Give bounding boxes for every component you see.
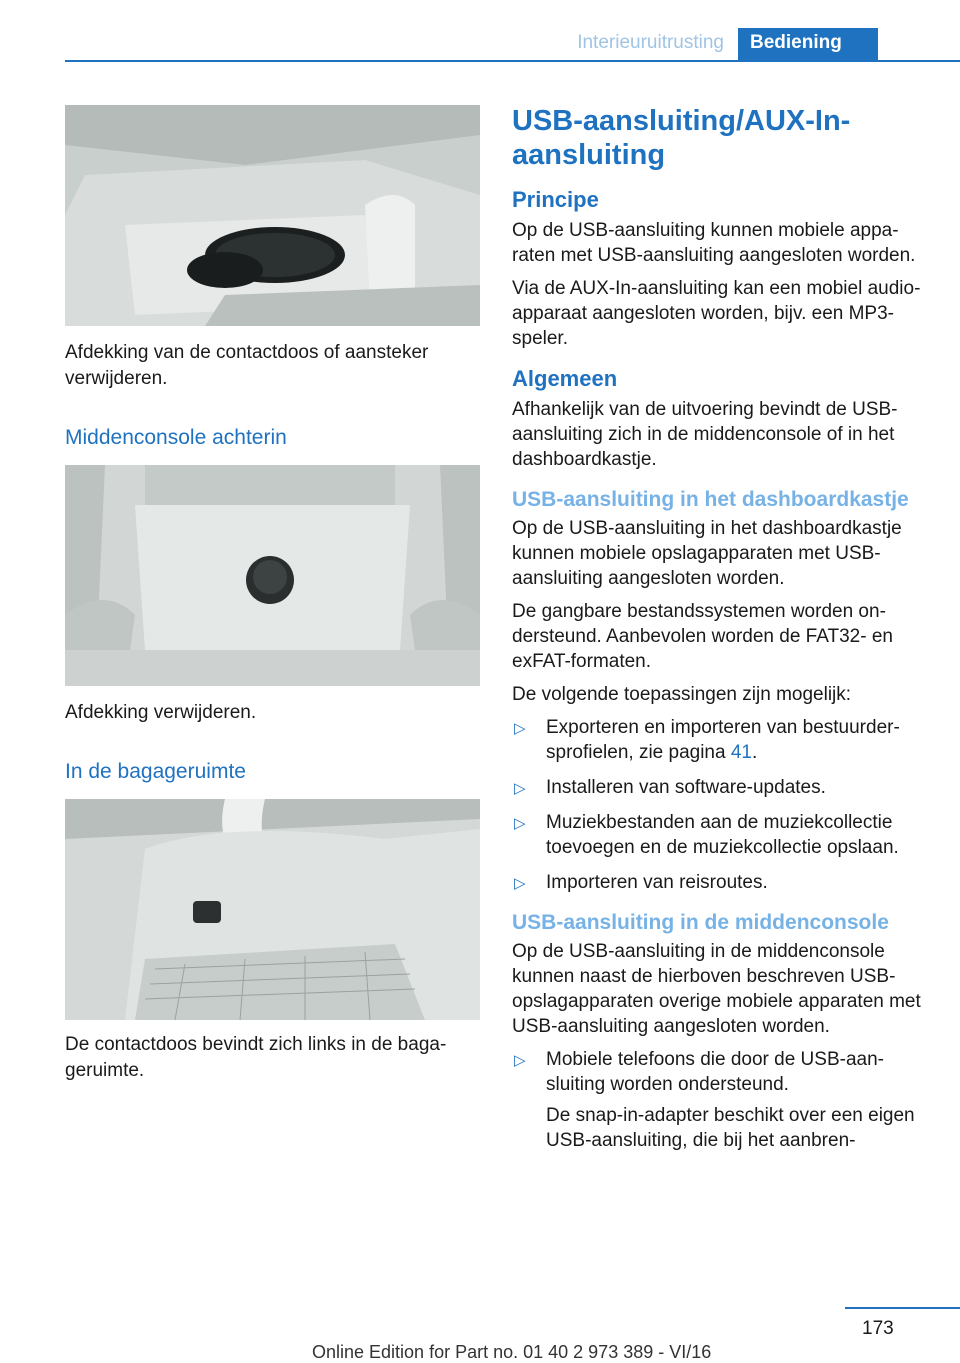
photo-rear-console <box>65 465 480 686</box>
principe-paragraph-1: Op de USB-aansluiting kunnen mobiele apparaten met USB-aansluiting aangesloten worden. <box>512 220 916 266</box>
heading-algemeen: Algemeen <box>512 366 618 391</box>
footer-rule <box>845 1307 960 1309</box>
list-item-text: Installeren van software-updates. <box>546 777 826 798</box>
list-item-text: Muziekbestanden aan de muziekcollectie toevoegen en de muziekcollectie opslaan. <box>546 812 899 858</box>
header-rule <box>65 60 960 62</box>
algemeen-paragraph: Afhankelijk van de uitvoering bevindt de USB-aansluiting zich in de middenconsole of in het dashboardkastje. <box>512 399 898 470</box>
heading-in-de-bagageruimte: In de bagageruimte <box>65 760 246 783</box>
heading-middenconsole-achterin: Middenconsole achterin <box>65 426 287 449</box>
middenconsole-list <box>512 1047 922 1153</box>
photo-trunk-socket <box>65 799 480 1020</box>
photo-center-console-front <box>65 105 480 326</box>
list-item-text: Mobiele telefoons die door de USB-aansluiting worden ondersteund. <box>546 1049 884 1095</box>
dashboardkastje-paragraph-1: Op de USB-aansluiting in het dashboardkastje kunnen mobiele opslagapparaten met USB-aansluiting aangesloten worden. <box>512 518 902 589</box>
header-chapter-tab[interactable]: Bediening <box>738 28 878 60</box>
triangle-bullet-icon: ▷ <box>514 720 526 737</box>
page-number: 173 <box>862 1318 894 1339</box>
triangle-bullet-icon: ▷ <box>514 815 526 832</box>
triangle-bullet-icon: ▷ <box>514 780 526 797</box>
list-item-text: Importeren van reisroutes. <box>546 872 768 893</box>
caption-photo-2: Afdekking verwijderen. <box>65 702 257 723</box>
list-item-text: Exporteren en importeren van bestuurdersprofielen, zie pagina <box>546 717 900 763</box>
caption-photo-1: Afdekking van de contactdoos of aansteker verwijderen. <box>65 342 429 389</box>
dashboardkastje-paragraph-3: De volgende toepassingen zijn mogelijk: <box>512 684 852 705</box>
applications-list <box>512 715 922 895</box>
heading-usb-dashboardkastje: USB-aansluiting in het dashboardkastje <box>512 488 909 511</box>
triangle-bullet-icon: ▷ <box>514 875 526 892</box>
caption-photo-3: De contactdoos bevindt zich links in de bagageruimte. <box>65 1034 447 1081</box>
list-item <box>512 775 922 800</box>
header-section-tab[interactable]: Interieuruitrusting <box>577 32 724 53</box>
heading-principe: Principe <box>512 187 599 212</box>
section-title: USB-aansluiting/AUX-In-aansluiting <box>512 105 851 171</box>
right-column <box>512 104 922 1163</box>
middenconsole-paragraph: Op de USB-aansluiting in de middenconsole kunnen naast de hierboven beschreven USB-opslagapparaten overige mobiele apparaten met USB-aansluiting aangesloten worden. <box>512 941 921 1037</box>
list-item <box>512 810 922 860</box>
list-item <box>512 715 922 765</box>
page-reference-link[interactable]: 41 <box>730 742 752 763</box>
dashboardkastje-paragraph-2: De gangbare bestandssystemen worden ondersteund. Aanbevolen worden de FAT32- en exFAT-formaten. <box>512 601 893 672</box>
list-item-text-end: . <box>751 742 758 763</box>
list-item <box>512 1047 922 1153</box>
footer-edition: Online Edition for Part no. 01 40 2 973 389 - VI/16 <box>312 1342 712 1362</box>
triangle-bullet-icon: ▷ <box>514 1052 526 1069</box>
principe-paragraph-2: Via de AUX-In-aansluiting kan een mobiel audio-apparaat aangesloten worden, bijv. een MP3-speler. <box>512 278 921 349</box>
list-item <box>512 870 922 895</box>
heading-usb-middenconsole: USB-aansluiting in de middenconsole <box>512 911 889 934</box>
list-item-subparagraph: De snap-in-adapter beschikt over een eigen USB-aansluiting, die bij het aanbren- <box>546 1105 915 1151</box>
